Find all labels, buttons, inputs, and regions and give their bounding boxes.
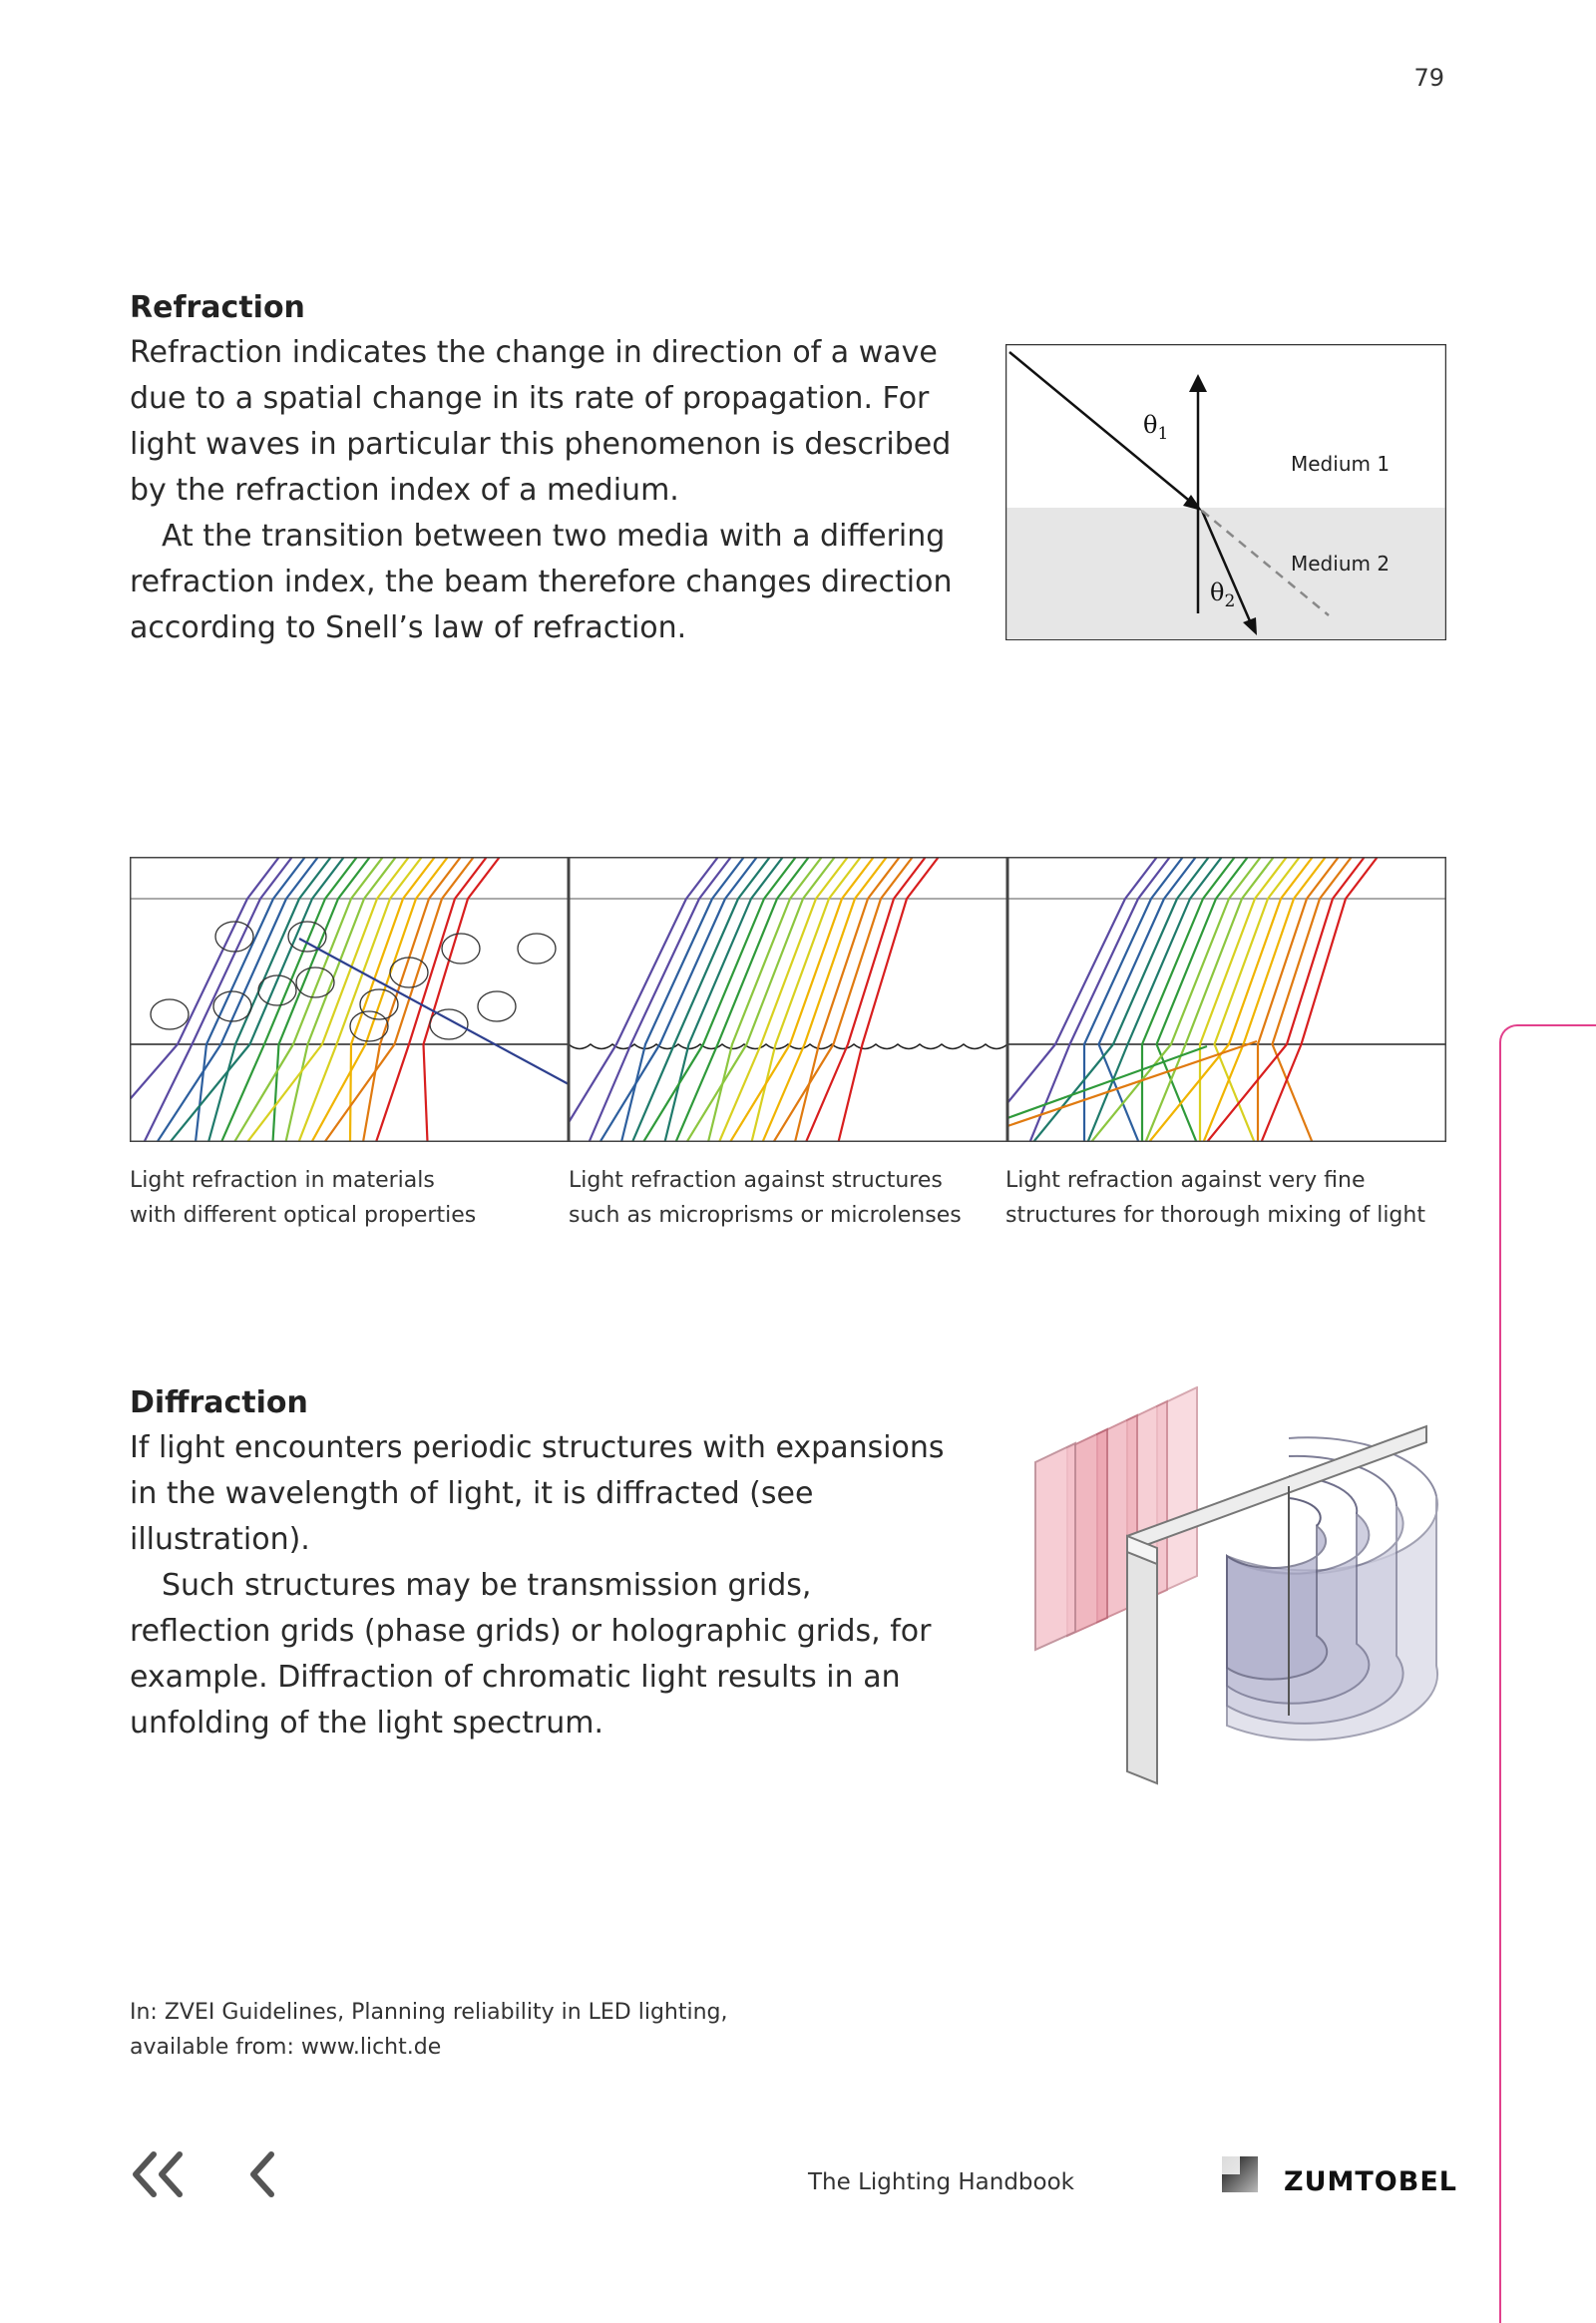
light-ray [590, 857, 732, 1142]
light-ray [312, 857, 449, 1142]
handbook-title: The Lighting Handbook [808, 2169, 1074, 2195]
scatter-particle [288, 922, 326, 952]
light-ray [774, 857, 914, 1142]
light-ray [424, 857, 501, 1142]
scattered-ray [299, 939, 569, 1084]
caption-line: Light refraction against structures [569, 1168, 943, 1193]
light-ray [247, 857, 409, 1142]
light-ray [286, 857, 397, 1142]
refraction-figures [130, 857, 1446, 1142]
snell-law-diagram [1005, 344, 1446, 640]
light-ray [376, 857, 487, 1142]
chevron-left-icon [243, 2146, 283, 2202]
figure-frame [131, 858, 569, 1142]
wavefronts [1227, 1437, 1437, 1740]
scatter-particle [151, 999, 189, 1029]
figure-rays [976, 857, 1446, 1142]
diffraction-paragraph-2: Such structures may be transmission grids, reflection grids (phase grids) or holographic grids, for example. Diffraction of chromatic light results in an unfolding of the light spectrum. [130, 1568, 932, 1741]
zumtobel-brand: ZUMTOBEL [1284, 2166, 1457, 2197]
light-ray [1007, 1041, 1257, 1126]
source-line-2: available from: www.licht.de [130, 2035, 442, 2060]
light-ray [1273, 857, 1353, 1142]
light-ray [806, 857, 926, 1142]
light-ray [1258, 857, 1339, 1142]
diffraction-text [130, 1425, 958, 1746]
figure-rays [557, 857, 1007, 1142]
caption-line: structures for thorough mixing of light [1005, 1203, 1425, 1228]
scatter-particle [430, 1009, 468, 1039]
figure-1-caption [130, 1163, 476, 1233]
grating-side [1127, 1552, 1157, 1783]
figure-microprisms [557, 857, 1007, 1142]
figure-materials [130, 857, 569, 1142]
chapter-tab[interactable] [1499, 1024, 1596, 2323]
zumtobel-logo-mark [1222, 2156, 1262, 2200]
double-chevron-left-icon [128, 2146, 190, 2202]
caption-line: Light refraction in materials [130, 1168, 435, 1193]
figure-frame [1008, 858, 1446, 1142]
refraction-paragraph-2: At the transition between two media with a differing refraction index, the beam therefore changes direction according to Snell’s law of refraction. [130, 519, 953, 645]
scatter-particle [518, 934, 556, 964]
theta-2-label: $\theta_2$ [1210, 579, 1236, 611]
diffraction-paragraph-1: If light encounters periodic structures with expansions in the wavelength of light, it is diffracted (see illustration). [130, 1430, 945, 1557]
medium-2-label: Medium 2 [1291, 552, 1391, 576]
source-note [130, 1995, 728, 2065]
diffraction-heading: Diffraction [130, 1385, 308, 1420]
figure-2-caption [569, 1163, 962, 1233]
light-ray [1030, 857, 1171, 1142]
light-ray [325, 857, 475, 1142]
light-ray [171, 857, 345, 1142]
first-page-button[interactable] [128, 2146, 190, 2202]
figure-3-caption [1005, 1163, 1425, 1233]
light-ray [600, 857, 758, 1142]
caption-line: such as microprisms or microlenses [569, 1203, 962, 1228]
scatter-particle [442, 934, 480, 964]
light-ray [158, 857, 319, 1142]
figure-fine-structures [976, 857, 1446, 1142]
refraction-text [130, 330, 958, 651]
caption-line: with different optical properties [130, 1203, 477, 1228]
source-line-1: In: ZVEI Guidelines, Planning reliability in LED lighting, [130, 2000, 728, 2025]
page-number: 79 [1413, 64, 1444, 92]
figure-rays [130, 857, 569, 1142]
scatter-particle [390, 958, 428, 987]
caption-line: Light refraction against very fine [1005, 1168, 1366, 1193]
figure-frame [570, 858, 1007, 1142]
refraction-heading: Refraction [130, 290, 305, 325]
theta-1-label: $\theta_1$ [1143, 411, 1169, 444]
scatter-particle [296, 968, 334, 997]
medium-1-label: Medium 1 [1291, 452, 1391, 476]
wave-plane [1035, 1443, 1075, 1650]
light-ray [976, 857, 1157, 1142]
diffraction-illustration [1027, 1386, 1446, 1805]
refraction-paragraph-1: Refraction indicates the change in direction of a wave due to a spatial change in its rate of propagation. For light waves in particular this phenomenon is described by the refraction index of a medium. [130, 335, 952, 508]
scatter-particle [478, 991, 516, 1021]
previous-page-button[interactable] [243, 2146, 283, 2202]
